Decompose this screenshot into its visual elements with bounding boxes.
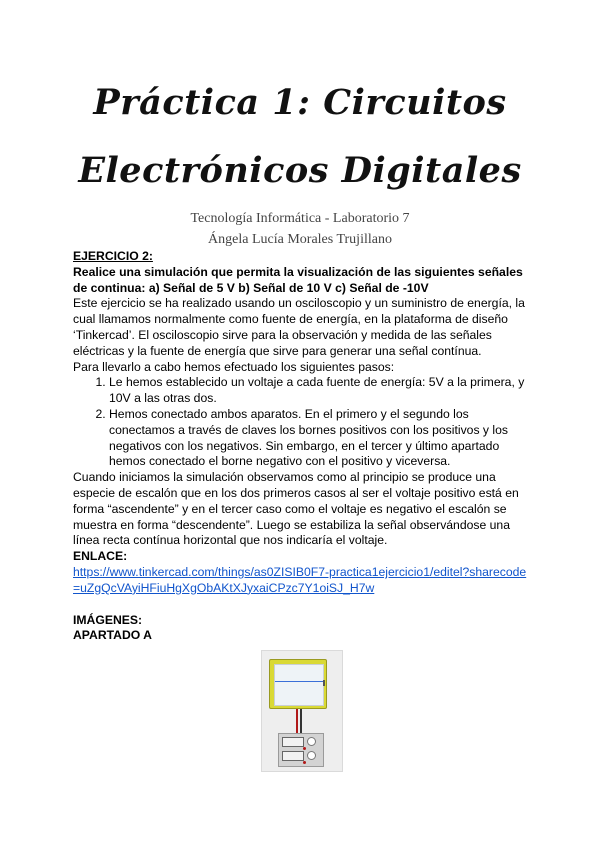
- power-supply-display: [282, 751, 304, 761]
- oscilloscope-knob: [323, 680, 325, 686]
- course-subtitle: Tecnología Informática - Laboratorio 7: [190, 211, 410, 226]
- power-supply-display: [282, 737, 304, 747]
- result-paragraph: Cuando iniciamos la simulación observamos como al principio se produce una especie de escalón que en los dos primeros casos al ser el voltaje positivo está en forma “ascendente” y en el tercer caso como el voltaje es negativo el escalón se muestra en forma “descendente”. Luego se estabiliza la señal observándose una línea recta contínua horizontal que nos indicaría el voltaje.: [73, 470, 519, 548]
- power-supply-graphic: [278, 733, 324, 767]
- exercise-statement: Realice una simulación que permita la visualización de las siguientes señales de continua: a) Señal de 5 V b) Señal de 10 V c) Señal de -10V: [73, 264, 523, 295]
- images-heading: IMÁGENES:: [73, 612, 143, 627]
- power-supply-knob: [307, 751, 316, 760]
- tinkercad-link[interactable]: https://www.tinkercad.com/things/as0ZISIB0F7-practica1ejercicio1/editel?sharecode=uZgQcVAyiHFiuHgXgObAKtXJyxaiCPzc7Y1oiSJ_H7w: [73, 564, 527, 595]
- document-title-line-1: Práctica 1: Circuitos: [93, 82, 507, 123]
- signal-trace: [275, 681, 323, 682]
- link-heading: ENLACE:: [73, 549, 128, 564]
- author-name: Ángela Lucía Morales Trujillano: [208, 232, 392, 247]
- oscilloscope-graphic: [269, 659, 327, 709]
- intro-paragraph: Este ejercicio se ha realizado usando un osciloscopio y un suministro de energía, la cual llamamos normalmente como fuente de energía, en la plataforma de diseño ‘Tinkercad’. El osciloscopio sirve para la observación y medida de las señales eléctricas y la fuente de energía que sirve para generar una señal contínua.: [73, 296, 525, 358]
- circuit-screenshot: [261, 650, 343, 772]
- steps-list: [73, 375, 533, 470]
- document-body: [73, 249, 533, 644]
- power-supply-knob: [307, 737, 316, 746]
- terminal-dot: [303, 747, 306, 750]
- step-item: 2. Hemos conectado ambos aparatos. En el primero y el segundo los conectamos a través de claves los bornes positivos con los positivos y los negativos con los negativos. Sin embargo, en el tercer y último apartado hemos conectado el borne negativo con el positivo y viceversa.: [109, 407, 533, 470]
- document-title-line-2: Electrónicos Digitales: [78, 150, 522, 191]
- terminal-dot: [303, 761, 306, 764]
- section-heading: APARTADO A: [73, 628, 152, 643]
- oscilloscope-screen: [274, 664, 324, 706]
- exercise-heading: EJERCICIO 2:: [73, 249, 153, 263]
- steps-intro: Para llevarlo a cabo hemos efectuado los siguientes pasos:: [73, 359, 395, 374]
- step-item: 1. Le hemos establecido un voltaje a cada fuente de energía: 5V a la primera, y 10V a las otras dos.: [109, 375, 533, 407]
